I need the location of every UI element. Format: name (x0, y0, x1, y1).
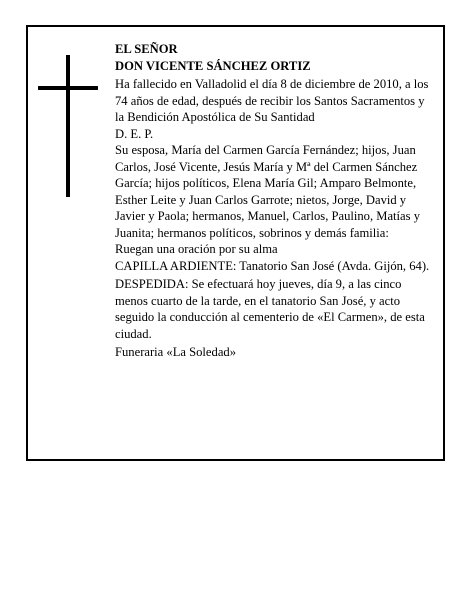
death-statement: Ha fallecido en Valladolid el día 8 de diciembre de 2010, a los 74 años de edad, después de recibir los Santos Sacramentos y la Bendición Apostólica de Su Santidad (115, 77, 429, 124)
notice-body (115, 41, 433, 361)
cross-vertical-bar (66, 55, 70, 197)
prayer-request: Ruegan una oración por su alma (115, 242, 278, 256)
family-list: Su esposa, María del Carmen García Fernández; hijos, Juan Carlos, José Vicente, Jesús María y Mª del Carmen Sánchez García; hijos políticos, Elena María Gil; Amparo Belmonte, Esther Leite y Juan Carlos Garrote; nietos, Jorge, David y Javier y Paola; hermanos, Manuel, Carlos, Paulino, Matías y Juanita; hermanos políticos, sobrinos y demás familia: (115, 143, 420, 240)
cross-icon (38, 55, 98, 197)
funeral-home: Funeraria «La Soledad» (115, 345, 236, 359)
deceased-name: DON VICENTE SÁNCHEZ ORTIZ (115, 58, 311, 73)
notice-header-title: EL SEÑOR (115, 42, 178, 56)
rip-line: D. E. P. (115, 126, 154, 141)
chapel-info: CAPILLA ARDIENTE: Tanatorio San José (Avda. Gijón, 64). (115, 258, 430, 273)
farewell-info: DESPEDIDA: Se efectuará hoy jueves, día 9, a las cinco menos cuarto de la tarde, en el tanatorio San José, y acto seguido la conducción al cementerio de «El Carmen», de esta ciudad. (115, 277, 425, 341)
cross-horizontal-bar (38, 86, 98, 90)
obituary-notice (26, 25, 445, 461)
